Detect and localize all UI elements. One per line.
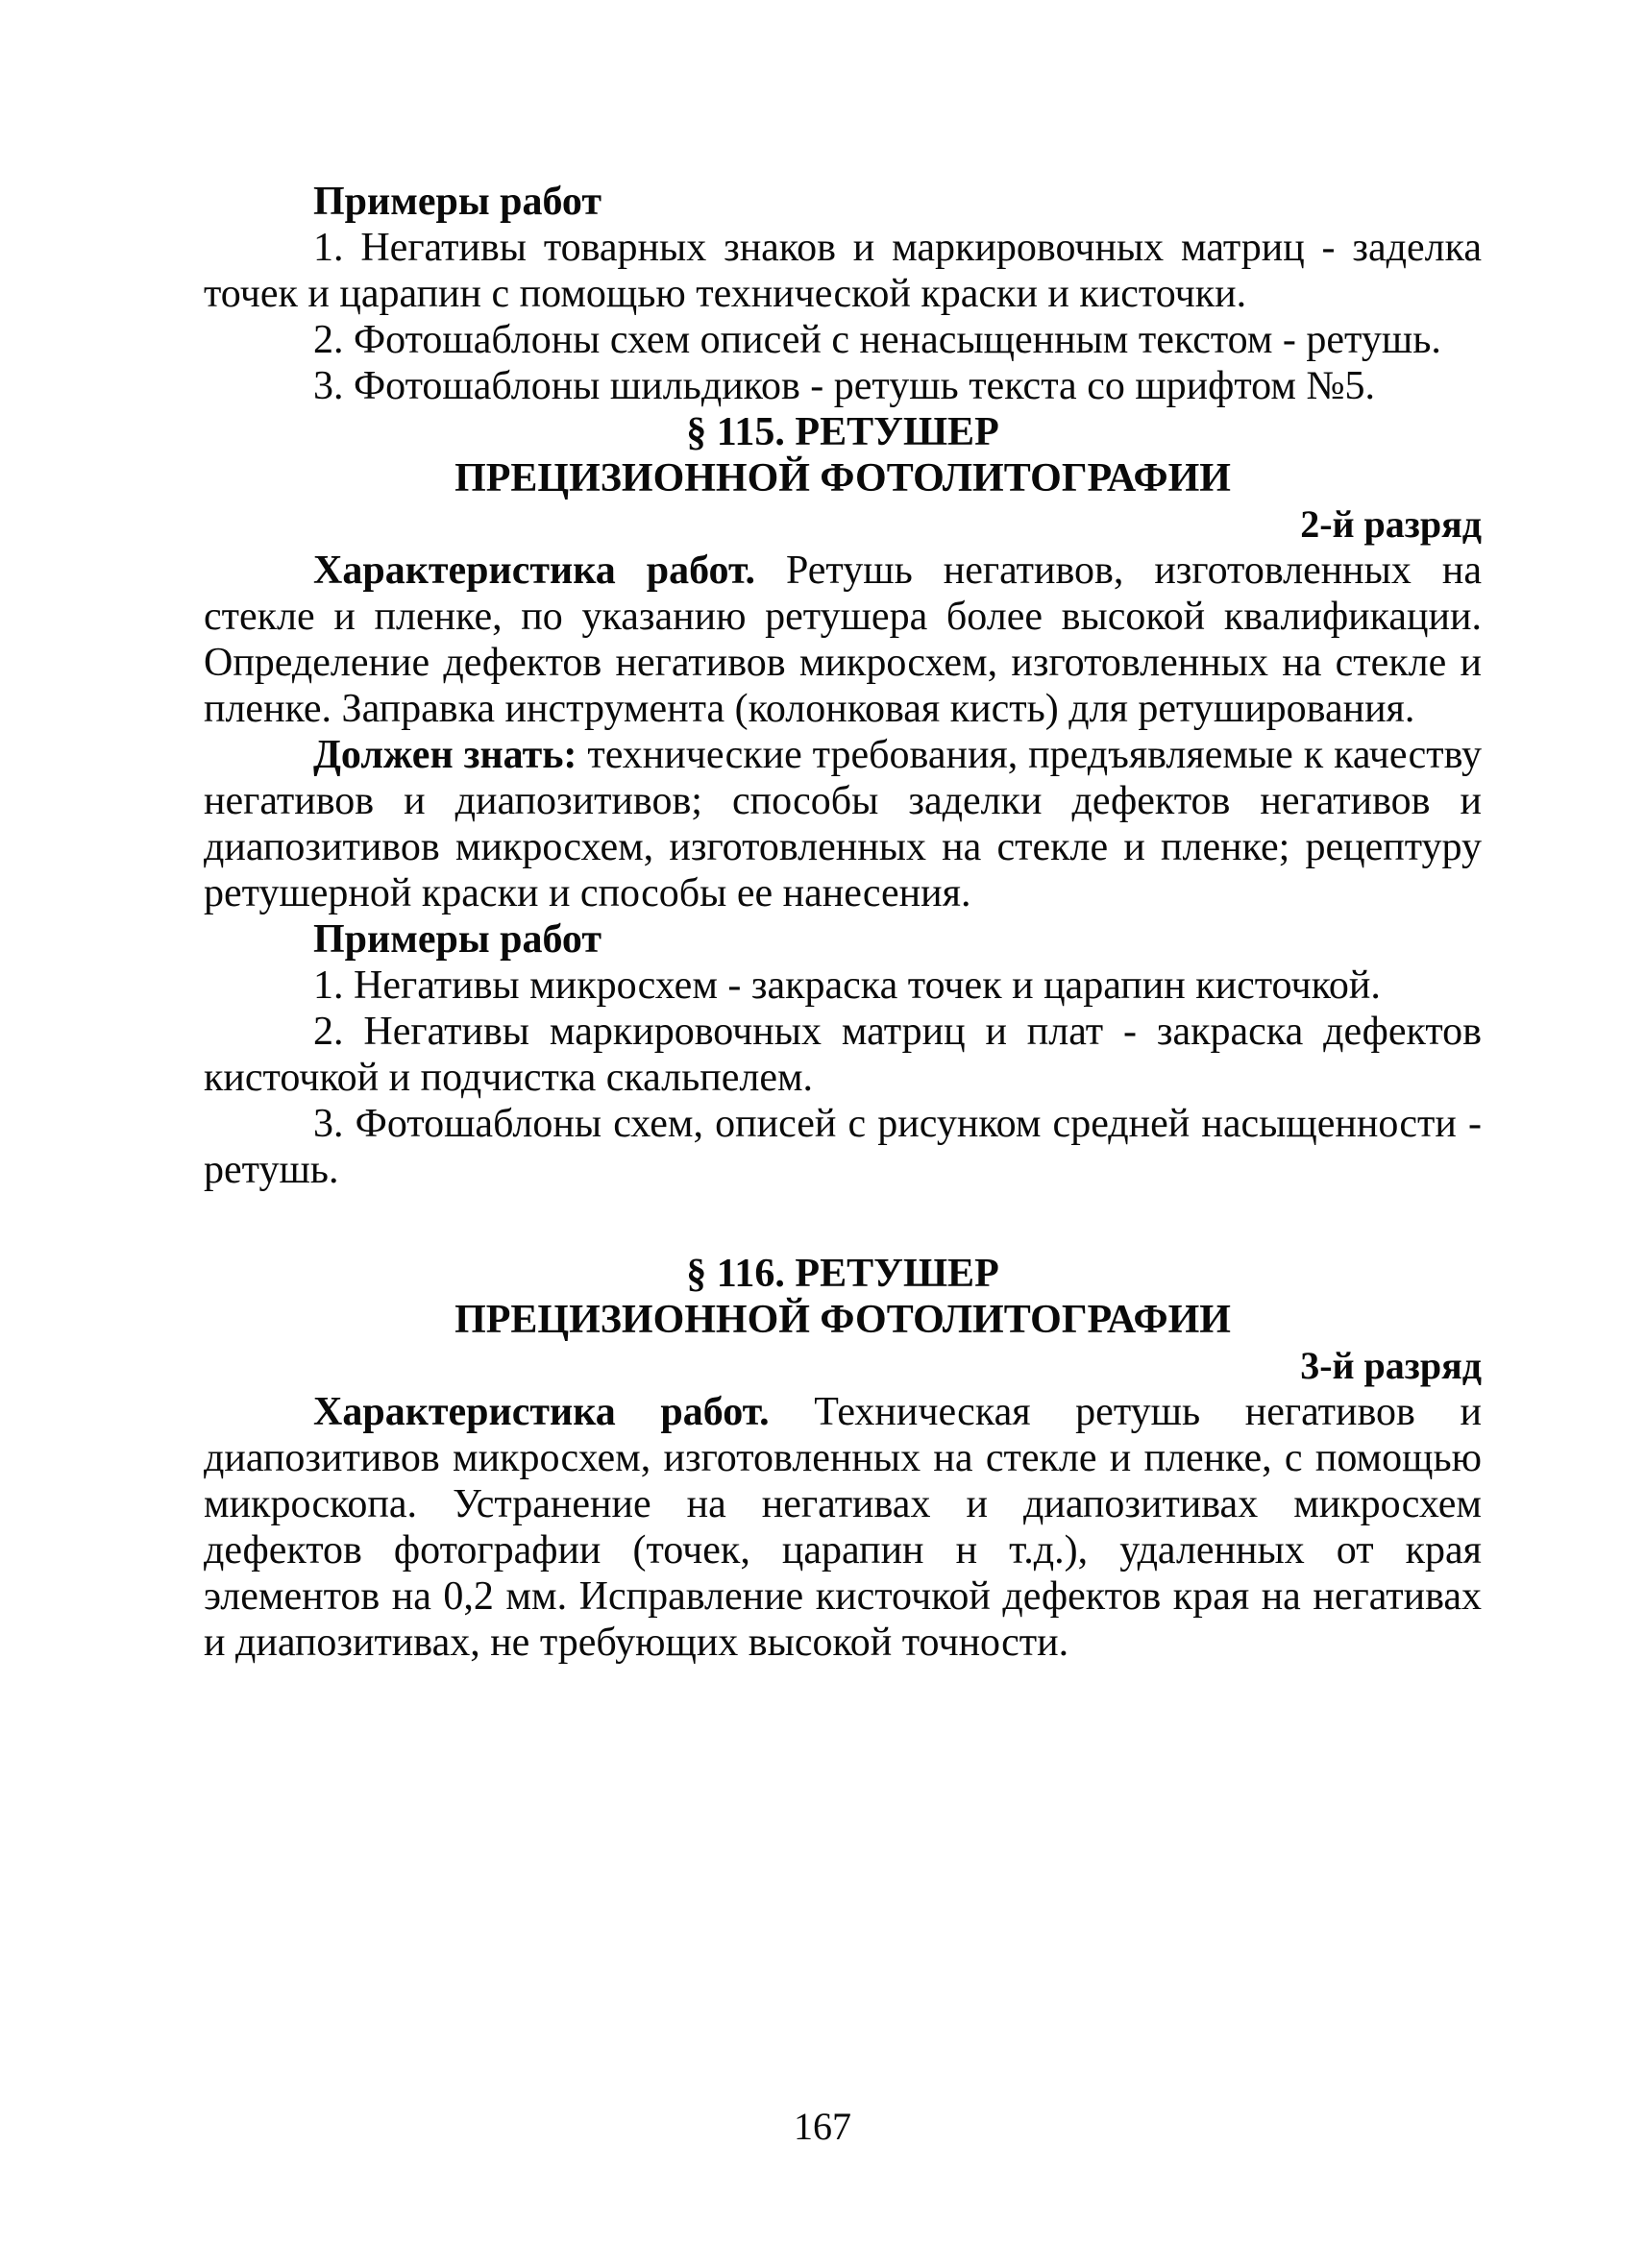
example-item: 1. Негативы микросхем - закраска точек и царапин кисточкой. <box>313 963 1381 1008</box>
characteristics-text: Техническая ретушь негативов и диапозитивов микросхем, изготовленных на стекле и пленке, с помощью микроскопа. Устранение на негативах и диапозитивах микросхем дефектов фотографии (точек, царапин н т.д.), удаленных от края элементов на 0,2 мм. Исправление кисточкой дефектов края на негативах и диапозитивах, не требующих высокой точности. <box>204 1390 1482 1665</box>
example-item: 2. Негативы маркировочных матриц и плат - закраска дефектов кисточкой и подчистка скальпелем. <box>204 1010 1482 1100</box>
section-title: § 116. РЕТУШЕР <box>686 1252 999 1296</box>
characteristics-label: Характеристика работ. <box>313 1390 770 1434</box>
characteristics-paragraph <box>204 548 1482 732</box>
example-item: 3. Фотошаблоны схем, описей с рисунком средней насыщенности - ретушь. <box>204 1102 1482 1192</box>
examples-heading: Примеры работ <box>313 917 602 962</box>
example-item: 3. Фотошаблоны шильдиков - ретушь текста со шрифтом №5. <box>313 364 1376 408</box>
example-item: 1. Негативы товарных знаков и маркировочных матриц - заделка точек и царапин с помощью технической краски и кисточки. <box>204 226 1482 316</box>
characteristics-text: Ретушь негативов, изготовленных на стекле и пленке, по указанию ретушера более высокой квалификации. Определение дефектов негативов микросхем, изготовленных на стекле и пленке. Заправка инструмента (колонковая кисть) для ретуширования. <box>204 549 1482 731</box>
section-title: ПРЕЦИЗИОННОЙ ФОТОЛИТОГРАФИИ <box>454 1298 1231 1342</box>
section-title: ПРЕЦИЗИОННОЙ ФОТОЛИТОГРАФИИ <box>454 456 1231 500</box>
grade-label: 3-й разряд <box>1300 1344 1482 1387</box>
page-body <box>204 179 1482 1666</box>
characteristics-label: Характеристика работ. <box>313 549 755 593</box>
section-title: § 115. РЕТУШЕР <box>686 410 999 454</box>
examples-heading: Примеры работ <box>313 180 602 224</box>
characteristics-paragraph <box>204 1389 1482 1666</box>
example-item: 2. Фотошаблоны схем описей с ненасыщенным текстом - ретушь. <box>313 318 1441 362</box>
must-know-text: технические требования, предъявляемые к качеству негативов и диапозитивов; способы заделки дефектов негативов и диапозитивов микросхем, изготовленных на стекле и пленке; рецептуру ретушерной краски и способы ее нанесения. <box>204 733 1483 915</box>
section-spacer <box>204 1193 1482 1251</box>
must-know-label: Должен знать: <box>313 733 577 777</box>
grade-label: 2-й разряд <box>1300 502 1482 546</box>
must-know-paragraph <box>204 732 1482 916</box>
page-number: 167 <box>794 2105 851 2148</box>
